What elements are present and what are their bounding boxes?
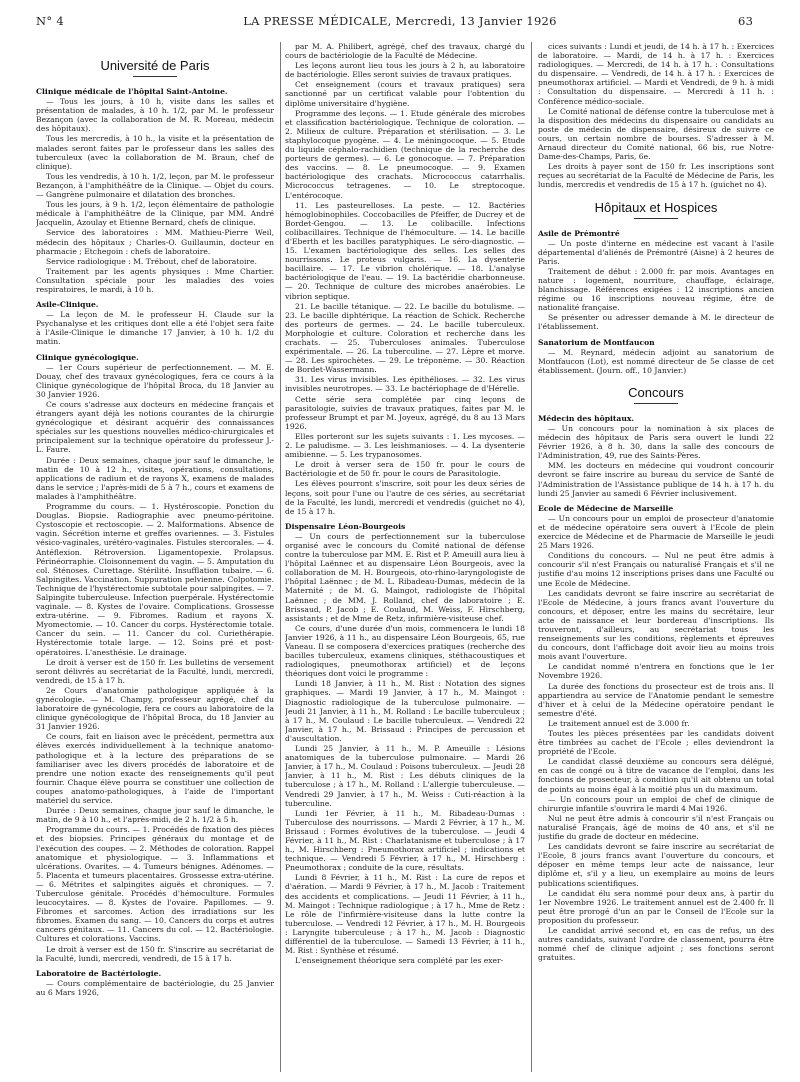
paragraph: Durée : Deux semaines, chaque jour sauf le dimanche, le matin de 10 à 12 h., visites, opérations, consultations, applications de radium et de rayons X, examens de malades dans le service ; l'après-midi de 5 à 7 h., cours et examens de malades à l'amphithéâtre. (36, 455, 274, 501)
paragraph: — 1er Cours supérieur de perfectionnement. — M. E. Douay, chef des travaux gynécologiques, fera ce cours à la Clinique gynécologique de l'hôpital Broca, du 18 Janvier au 30 Janvier 1926. (36, 362, 274, 399)
article-heading: Asile de Prémontré (538, 228, 620, 238)
paragraph: — Un concours pour un emploi de prosecteur d'anatomie et de médecine opératoire sera ouvert à l'Ecole de plein exercice de Médecine et de Pharmacie de Marseille le jeudi 25 Mars 1926. (538, 513, 774, 551)
paragraph: Lundi 8 Février, à 11 h., M. Rist : La cure de repos et d'aération. — Mardi 9 Février, à 17 h., M. Jacob : Traitement des accidents et complications. — Jeudi 11 Février, à 11 h., M. Maingot : Technique radiologique ; à 17 h., Mme de Retz : Le rôle de l'infirmière-visiteuse dans la lutte contre la tuberculose. — Vendredi 12 Février, à 17 h., M. H. Bourgeois : Laryngite tuberculeuse ; à 17 h., M. Jacob : Diagnostic différentiel de la tuberculose. — Samedi 13 Février, à 11 h., M. Rist : Synthèse et résumé. (285, 873, 525, 956)
journal-title: LA PRESSE MÉDICALE, Mercredi, 13 Janvier 1926 (243, 14, 557, 28)
paragraph: Le droit à verser est de 150 fr. Les bulletins de versement seront délivrés au secrétariat de la Faculté, lundi, mercredi, vendredi, de 15 à 17 h. (36, 657, 274, 685)
paragraph: Traitement de début : 2.000 fr. par mois. Avantages en nature : logement, nourriture, chauffage, éclairage, blanchissage. Références exigées : 12 inscriptions ancien régime ou 16 inscriptions nouveau régime, être de nationalité française. (538, 266, 774, 313)
paragraph: Cet enseignement (cours et travaux pratiques) sera sanctionné par un certificat valable pour l'obtention du diplôme universitaire d'hygiène. (285, 80, 525, 108)
issue-number: N° 4 (36, 14, 64, 28)
paragraph: — La leçon de M. le professeur H. Claude sur la Psychanalyse et les critiques dont elle a été l'objet sera faite à l'Asile-Clinique le dimanche 17 Janvier, à 10 h. 1/2 du matin. (36, 310, 274, 347)
paragraph: Les candidats devront se faire inscrire au secrétariat de l'Ecole de Médecine, à jours francs avant l'ouverture du concours, et déposer, entre les mains du secrétaire, leur acte de naissance et leur bordereau d'inscriptions. Ils trouveront, d'ailleurs, au secrétariat tous les renseignements sur les conditions, règlements et épreuves du concours, dont l'affichage doit avoir lieu au moins trois mois avant l'ouverture. (538, 588, 774, 662)
paragraph: — Un cours de perfectionnement sur la tuberculose organisé avec le concours du Comité national de défense contre la tuberculose par MM. E. Rist et P. Ameuill aura lieu à l'hôpital Laënnec et au dispensaire Léon Bourgeois, avec la collaboration de M. H. Bourgeois, oto-rhino-laryngologiste de l'hôpital Laënnec ; de M. L. Ribadeau-Dumas, médecin de la Maternité ; de M. G. Maingot, radiologiste de l'hôpital Laënnec ; de MM. J. Rolland, chef de laboratoire ; E. Brissaud, P. Jacob ; E. Coulaud, M. Weiss, F. Hirschberg, assistants ; et de Mme de Retz, infirmière-visiteuse chef. (285, 531, 525, 623)
paragraph: Ce cours, d'une durée d'un mois, commencera le lundi 18 Janvier 1926, à 11 h., au dispensaire Léon Bourgeois, 65, rue Vaneau. Il se composera d'exercices pratiques (recherche des bacilles tuberculeux, examens cliniques, stéthacoustiques et radiologiques, pneumothorax artificiel) et de leçons théoriques dont voici le programme : (285, 623, 525, 679)
paragraph: Toutes les pièces présentées par les candidats doivent être timbrées au cachet de l'Ecole ; elles deviendront la propriété de l'Ecole. (538, 729, 774, 757)
column-divider (280, 42, 281, 1072)
article-heading: Sanatorium de Montfaucon (538, 337, 655, 347)
paragraph: Tous les vendredis, à 10 h. 1/2, leçon, par M. le professeur Bezançon, à l'amphithéâtre de la Clinique. — Objet du cours. — Gangrène pulmonaire et dilatation des bronches. (36, 171, 274, 200)
paragraph: Lundi 1er Février, à 11 h., M. Ribadeau-Dumas : Tuberculose des nourrissons. — Mardi 2 Février, à 17 h., M. Brissaud : Formes évolutives de la tuberculose. — Jeudi 4 Février, à 11 h., M. Rist : Charlatanisme et tuberculose ; à 17 h., M. Hirschberg : Pneumothorax artificiel ; indications et technique. — Vendredi 5 Février, à 17 h., M. Hirschberg : Pneumothorax ; conduite de la cure, résultats. (285, 808, 525, 873)
article-heading: Ecole de Médecine de Marseille (538, 503, 674, 513)
paragraph: Les candidats devront se faire inscrire au secrétariat de l'Ecole, 8 jours francs avant l'ouverture du concours, et déposer en même temps leur acte de naissance, leur diplôme et, s'il y a lieu, un exemplaire au moins de leurs publications scientifiques. (538, 842, 774, 888)
paragraph: Ce cours s'adresse aux docteurs en médecine français et étrangers ayant déjà les notions courantes de la chirurgie gynécologique et désirant acquérir des connaissances spéciales sur les questions nouvelles médico-chirurgicales et principalement sur la technique opératoire du professeur J.-L. Faure. (36, 400, 274, 455)
paragraph: Lundi 25 Janvier, à 11 h., M. P. Ameuille : Lésions anatomiques de la tuberculose pulmonaire. — Mardi 26 Janvier, à 17 h., M. Coulaud : Poisons tuberculeux. — Jeudi 28 Janvier, à 11 h., M. Rist : Les débuts cliniques de la tuberculose ; à 17 h., M. Rolland : L'allergie tuberculeuse. — Vendredi 29 Janvier, à 17 h., M. Weiss : Cuti-réaction à la tuberculine. (285, 744, 525, 808)
paragraph: Le droit à verser est de 150 fr. S'inscrire au secrétariat de la Faculté, lundi, mercredi, vendredi, de 15 à 17 h. (36, 944, 274, 963)
paragraph: Les leçons auront lieu tous les jours à 2 h, au laboratoire de bactériologie. Elles seront suivies de travaux pratiques. (285, 61, 525, 80)
paragraph: — Tous les jours, à 10 h, visite dans les salles et présentation de malades, à 10 h. 1/2, par M. le professeur Bezançon (avec la collaboration de M. R. Moreau, médecin des hôpitaux). (36, 97, 274, 134)
paragraph: Le candidat nommé n'entrera en fonctions que le 1er Novembre 1926. (538, 662, 774, 681)
paragraph: MM. les docteurs en médecine qui voudront concourir devront se faire inscrire au bureau du service de Santé de l'Administration de l'Assistance publique de 14 h. à 17 h. du lundi 25 Janvier au samedi 6 Février inclusivement. (538, 461, 774, 498)
paragraph: Lundi 18 Janvier, à 11 h., M. Rist : Notation des signes graphiques. — Mardi 19 Janvier, à 17 h., M. Maingot : Diagnostic radiologique de la tuberculose pulmonaire. — Jeudi 21 Janvier, à 11 h., M. Rolland : Le bacille tuberculeux ; à 17 h., M. Coulaud : Le bacille tuberculeux. — Vendredi 22 Janvier, à 17 h., M. Brissaud : Principes de percussion et d'auscultation. (285, 679, 525, 743)
paragraph: cices suivants : Lundi et jeudi, de 14 h. à 17 h. : Exercices de laboratoire. — Mardi, de 14 h. à 17 h. : Exercices radiologiques. — Mercredi, de 14 h. à 17 h. : Consultations du dispensaire. — Vendredi, de 14 h. à 17 h. : Exercices de pneumothorax artificiel. — Mardi et Vendredi, de 9 h. à midi : Consultation du dispensaire. — Mercredi à 11 h. : Conférence médico-sociale. (538, 42, 774, 106)
paragraph: Le traitement annuel est de 3.000 fr. (548, 718, 690, 728)
paragraph: Programme du cours. — 1. Hystéroscopie. Ponction du Douglas. Biopsie. Radiographie avec pneumo-péritoine. Cystoscopie et rectoscopie. — 2. Malformations. Absence de vagin. Sécrétion interne et greffes ovariennes. — 3. Fistules vésico-vaginales, urétéro-vaginales. Fistules stercorales. — 4. Antéflexion. Rétroversion. Ligamentopexie. Prolapsus. Périnéorraphie. Cloisonnement du vagin. — 5. Amputation du col. Sténoses. Curettage. Stérilité. Insufflation tubaire. — 6. Salpingites. Vaccination. Suppuration pelvienne. Colpotomie. Technique de l'hystérectomie subtotale pour salpingites. — 7. Salpingite tuberculeuse. Infection puerpérale. Hystérectomie vaginale. — 8. Kystes de l'ovaire. Complications. Grossesse extra-utérine. — 9. Fibromes. Radium et rayons X. Myomectomie. — 10. Cancer du corps. Hystérectomie totale. Cancer du sein. — 11. Cancer du col. Curiethérapie. Hystérectomie totale large. — 12. Soins pré et post-opératoires. L'anesthésie. Le drainage. (36, 502, 274, 657)
column-3 (538, 42, 774, 1074)
paragraph: — Un concours pour un emploi de chef de clinique de chirurgie infantile s'ouvrira le mardi 4 Mai 1926. (538, 794, 774, 813)
paragraph: Se présenter ou adresser demande à M. le directeur de l'établissement. (538, 313, 774, 332)
article-heading: Clinique gynécologique. (36, 352, 139, 362)
paragraph: 31. Les virus invisibles. Les épithélioses. — 32. Les virus invisibles neurotropes. — 33. Le bactériophage de d'Hérelle. (285, 375, 525, 394)
paragraph: Les droits à payer sont de 150 fr. Les inscriptions sont reçues au secrétariat de la Faculté de Médecine de Paris, les lundis, mercredis et vendredis de 15 à 17 h. (guichet no 4). (538, 162, 774, 190)
paragraph: Le candidat arrivé second et, en cas de refus, un des autres candidats, suivant l'ordre de classement, pourra être nommé chef de clinique adjoint ; ses fonctions seront gratuites. (538, 925, 774, 963)
paragraph: Service des laboratoires : MM. Mathieu-Pierre Weil, médecin des hôpitaux ; Charles-O. Guillaumin, docteur en pharmacie ; Etchegoin : chefs de laboratoire. (36, 228, 274, 256)
paragraph: La durée des fonctions du prosecteur est de trois ans. Il appartiendra au service de l'Anatomie pendant le semestre d'hiver et à celui de la Médecine opératoire pendant le semestre d'été. (538, 681, 774, 718)
page-number: 63 (738, 14, 754, 28)
column-1 (36, 42, 274, 1074)
paragraph: Ce cours, fait en liaison avec le précédent, permettra aux élèves exercés individuellement à la technique anatomo-pathologique et à la lecture des préparations de se familiariser avec les divers procédés de laboratoire et de prendre une notion exacte des renseignements qu'il peut fournir. Chaque élève pourra se constituer une collection de coupes anatomo-pathologiques, à l'aide de l'important matériel du service. (36, 732, 274, 806)
title-rule (133, 76, 177, 77)
section-title-universite: Université de Paris (100, 58, 210, 73)
paragraph: Le Comité national de défense contre la tuberculose met à la disposition des médecins du dispensaire ou candidats au poste de médecin de dispensaire, désireux de suivre ce cours, un certain nombre de bourses. S'adresser à M. Arnaud directeur du Comité national, 66 bis, rue Notre-Dame-des-Champs, Paris, 6e. (538, 106, 774, 162)
paragraph: Programme du cours. — 1. Procédés de fixation des pièces et des biopsies. Principes généraux du montage et de l'exécution des coupes. — 2. Méthodes de coloration. Rappel anatomique et physiologique. — 3. Inflammations et ulcérations. Ovarites. — 4. Tumeurs bénignes. Adénomes. — 5. Placenta et tumeurs placentaires. Grossesse extra-utérine. — 6. Métrites et salpingites aiguës et chroniques. — 7. Tuberculose génitale. Procédés d'hémoculture. Formules leucocytaires. — 8. Kystes de l'ovaire. Papillomes. — 9. Fibromes et sarcomes. Action des irradiations sur les fibromes. Examen du sang. — 10. Cancers du corps et autres cancers génitaux. — 11. Cancers du col. — 12. Bactériologie. Cultures et colorations. Vaccins. (36, 825, 274, 944)
paragraph: 2e Cours d'anatomie pathologique appliquée à la gynécologie. — M. Champy, professeur agrégé, chef du laboratoire de gynécologie, fera ce cours au laboratoire de la clinique gynécologique de l'hôpital Broca, du 18 Janvier au 31 Janvier 1926. (36, 685, 274, 732)
article-heading: Asile-Clinique. (36, 300, 99, 310)
paragraph: Le droit à verser sera de 150 fr. pour le cours de Bactériologie et de 50 fr. pour le cours de Parasitologie. (285, 460, 525, 479)
paragraph: L'enseignement théorique sera complété par les exer- (295, 956, 504, 966)
paragraph: Cette série sera complétée par cinq leçons de parasitologie, suivies de travaux pratiques, faites par M. le professeur Brumpt et par M. Joyeux, agrégé, du 8 au 13 Mars 1926. (285, 394, 525, 431)
title-rule (634, 403, 678, 404)
paragraph: 21. Le bacille tétanique. — 22. Le bacille du botulisme. — 23. Le bacille diphtérique. La réaction de Schick. Recherche des porteurs de germes. — 24. Le bacille tuberculeux. Morphologie et culture. Coloration et recherche dans les crachats. — 25. Tuberculoses animales. Tuberculose expérimentale. — 26. La tuberculine. — 27. Lèpre et morve. — 28. Les spirochètes. — 29. Le tréponème. — 30. Réaction de Bordet-Wassermann. (285, 301, 525, 375)
section-title-concours: Concours (628, 384, 684, 400)
paragraph: Le candidat élu sera nommé pour deux ans, à partir du 1er Novembre 1926. Le traitement annuel est de 2.400 fr. Il peut être prorogé d'un an par le Conseil de l'Ecole sur la proposition du professeur. (538, 888, 774, 925)
paragraph: — M. Reynard, médecin adjoint au sanatorium de Montfaucon (Lot), est nommé directeur de 5e classe de cet établissement. (Journ. off., 10 Janvier.) (538, 347, 774, 375)
paragraph: Tous les jours, à 9 h. 1/2, leçon élémentaire de pathologie médicale à l'amphithéâtre de la Clinique, par MM. André Jacquelin, Azoulay et Etienne Bernard, chefs de clinique. (36, 200, 274, 228)
article-heading: Dispensaire Léon-Bourgeois (285, 521, 406, 531)
paragraph: Conditions du concours. — Nul ne peut être admis à concourir s'il n'est Français ou naturalisé Français et s'il ne justifie d'au moins 12 inscriptions prises dans une Faculté ou une Ecole de Médecine. (538, 551, 774, 588)
article-heading: Laboratoire de Bactériologie. (36, 968, 162, 978)
paragraph: Nul ne peut être admis à concourir s'il n'est Français ou naturalisé Français, âgé de moins de 40 ans, et s'il ne justifie du grade de docteur en médecine. (538, 813, 774, 842)
paragraph: Le candidat classé deuxième au concours sera délégué, en cas de congé ou à titre de vacance de l'emploi, dans les fonctions de prosecteur, à condition qu'il ait obtenu un total de points au moins égal à la moitié plus un du maximum. (538, 757, 774, 794)
paragraph: Tous les mercredis, à 10 h., la visite et la présentation de malades seront faites par le professeur dans les salles des tuberculeux (avec la collaboration de M. Braun, chef de clinique). (36, 134, 274, 171)
paragraph: Service radiologique : M. Trébout, chef de laboratoire. (46, 256, 257, 266)
paragraph: — Un concours pour la nomination à six places de médecin des hôpitaux de Paris sera ouvert le lundi 22 Février 1926, à 8 h. 30, dans la salle des concours de l'Administration, 49, rue des Saints-Pères. (538, 424, 774, 461)
column-divider (531, 42, 532, 1072)
paragraph: Programme des leçons. — 1. Etude générale des microbes et classification bactériologique. Technique de coloration. — 2. Milieux de culture. Préparation et stérilisation. — 3. Le staphylocoque pyogène. — 4. Le méningocoque. — 5. Etude du liquide céphalo-rachidien (technique de la recherche des porteurs de germes). — 6. Le gonocoque. — 7. Préparation des vaccins. — 8. Le pneumocoque. — 9. Examen bactériologique des crachats. Micrococcus catarrhalis. Micrococcus tetragenes. — 10. Le streptocoque. L'entérocoque. (285, 108, 525, 200)
column-2 (285, 42, 525, 1074)
paragraph: Les élèves pourront s'inscrire, soit pour les deux séries de leçons, soit pour l'une ou l'autre de ces séries, au secrétariat de la Faculté, les lundi, mercredi et vendredis (guichet no 4), de 15 à 17 h. (285, 479, 525, 516)
paragraph: Traitement par les agents physiques : Mme Chartier. Consultation spéciale pour les maladies des voies respiratoires, le mardi, à 10 h. (36, 266, 274, 294)
paragraph: — Cours complémentaire de bactériologie, du 25 Janvier au 6 Mars 1926, (36, 978, 274, 997)
article-heading: Clinique médicale de l'hôpital Saint-Antoine. (36, 87, 228, 96)
paragraph: Elles porteront sur les sujets suivants : 1. Les mycoses. — 2. Le paludisme. — 3. Les leishmanioses. — 4. La dysenterie amibienne. — 5. Les trypanosomes. (285, 431, 525, 460)
paragraph: — Un poste d'interne en médecine est vacant à l'asile départemental d'aliénés de Prémontré (Aisne) à 2 heures de Paris. (538, 238, 774, 266)
article-heading: Médecin des hôpitaux. (538, 413, 635, 423)
page-header (0, 0, 800, 36)
paragraph: 11. Les pasteurelloses. La peste. — 12. Bactéries hémoglobinophiles. Coccobacilles de Pfeiffer, de Ducrey et de Bordet-Gengou. — 13. Le colibacille. Infections colibacillaires. Technique de l'hémoculture. — 14. Le bacille d'Eberth et les bacilles paratyphiques. Le séro-diagnostic. — 15. L'examen bactériologique des selles. Les selles des nourrissons. Le proteus vulgaris. — 16. La dysenterie bacillaire. — 17. Le vibrion cholérique. — 18. L'analyse bactériologique de l'eau. — 19. La bactéridie charbonneuse. — 20. Technique de culture des microbes anaérobies. Le vibrion septique. (285, 200, 525, 301)
paragraph: par M. A. Philibert, agrégé, chef des travaux, chargé du cours de bactériologie de la Faculté de Médecine. (285, 42, 525, 61)
section-title-hopitaux: Hôpitaux et Hospices (594, 199, 718, 215)
title-rule (634, 218, 678, 219)
paragraph: Durée : Deux semaines, chaque jour sauf le dimanche, le matin, de 9 à 10 h., et l'après-midi, de 2 h. 1/2 à 5 h. (36, 806, 274, 825)
